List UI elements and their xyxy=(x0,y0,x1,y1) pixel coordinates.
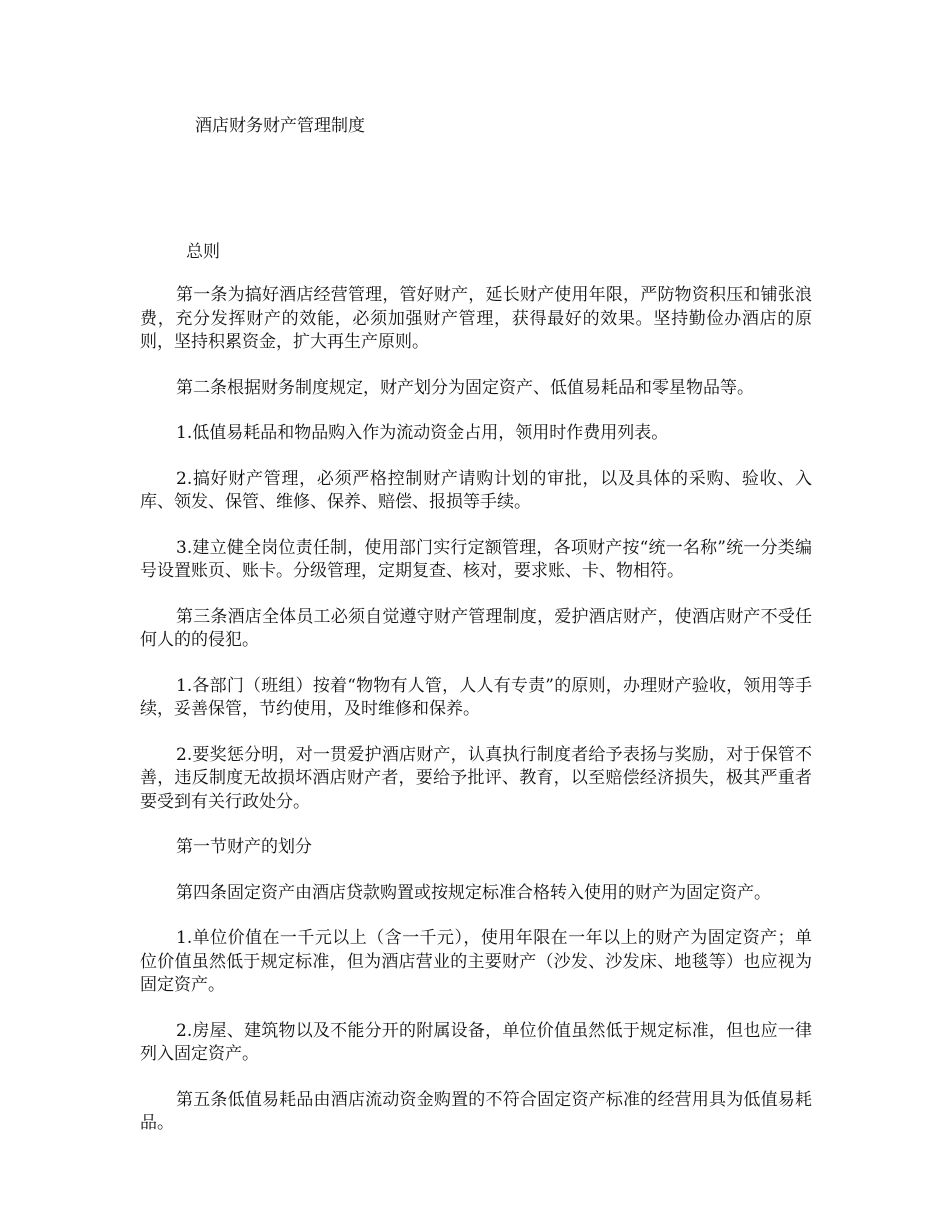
paragraph-article-2: 第二条根据财务制度规定，财产划分为固定资产、低值易耗品和零星物品等。 xyxy=(176,377,754,398)
paragraph-article-4: 第四条固定资产由酒店贷款购置或按规定标准合格转入使用的财产为固定资产。 xyxy=(176,882,771,903)
paragraph-article-2-item-3: 3.建立健全岗位责任制，使用部门实行定额管理，各项财产按“统一名称”统一分类编号设置账页、账卡。分级管理，定期复查、核对，要求账、卡、物相符。 xyxy=(140,537,812,581)
paragraph-article-2-item-1: 1.低值易耗品和物品购入作为流动资金占用，领用时作费用列表。 xyxy=(176,423,669,443)
paragraph-article-3: 第三条酒店全体员工必须自觉遵守财产管理制度，爱护酒店财产，使酒店财产不受任何人的的侵犯。 xyxy=(140,606,812,650)
section-heading-property-division: 第一节财产的划分 xyxy=(176,837,312,857)
section-heading-general: 总则 xyxy=(186,242,220,262)
paragraph-article-4-item-1: 1.单位价值在一千元以上（含一千元），使用年限在一年以上的财产为固定资产；单位价值虽然低于规定标准，但为酒店营业的主要财产（沙发、沙发床、地毯等）也应视为固定资产。 xyxy=(140,928,812,995)
document-body xyxy=(140,284,812,1158)
paragraph-article-3-item-1: 1.各部门（班组）按着“物物有人管，人人有专责”的原则，办理财产验收，领用等手续，妥善保管，节约使用，及时维修和保养。 xyxy=(140,675,812,719)
document-title: 酒店财务财产管理制度 xyxy=(195,116,365,136)
paragraph-article-1: 第一条为搞好酒店经营管理，管好财产，延长财产使用年限，严防物资积压和铺张浪费，充分发挥财产的效能，必须加强财产管理，获得最好的效果。坚持勤俭办酒店的原则，坚持积累资金，扩大再生产原则。 xyxy=(140,285,812,352)
paragraph-article-3-item-2: 2.要奖惩分明，对一贯爱护酒店财产，认真执行制度者给予表扬与奖励，对于保管不善，违反制度无故损坏酒店财产者，要给予批评、教育，以至赔偿经济损失，极其严重者要受到有关行政处分。 xyxy=(140,744,812,812)
paragraph-article-5: 第五条低值易耗品由酒店流动资金购置的不符合固定资产标准的经营用具为低值易耗品。 xyxy=(140,1089,812,1133)
paragraph-article-4-item-2: 2.房屋、建筑物以及不能分开的附属设备，单位价值虽然低于规定标准，但也应一律列入固定资产。 xyxy=(140,1020,812,1064)
paragraph-article-2-item-2: 2.搞好财产管理，必须严格控制财产请购计划的审批，以及具体的采购、验收、入库、领发、保管、维修、保养、赔偿、报损等手续。 xyxy=(140,468,812,512)
